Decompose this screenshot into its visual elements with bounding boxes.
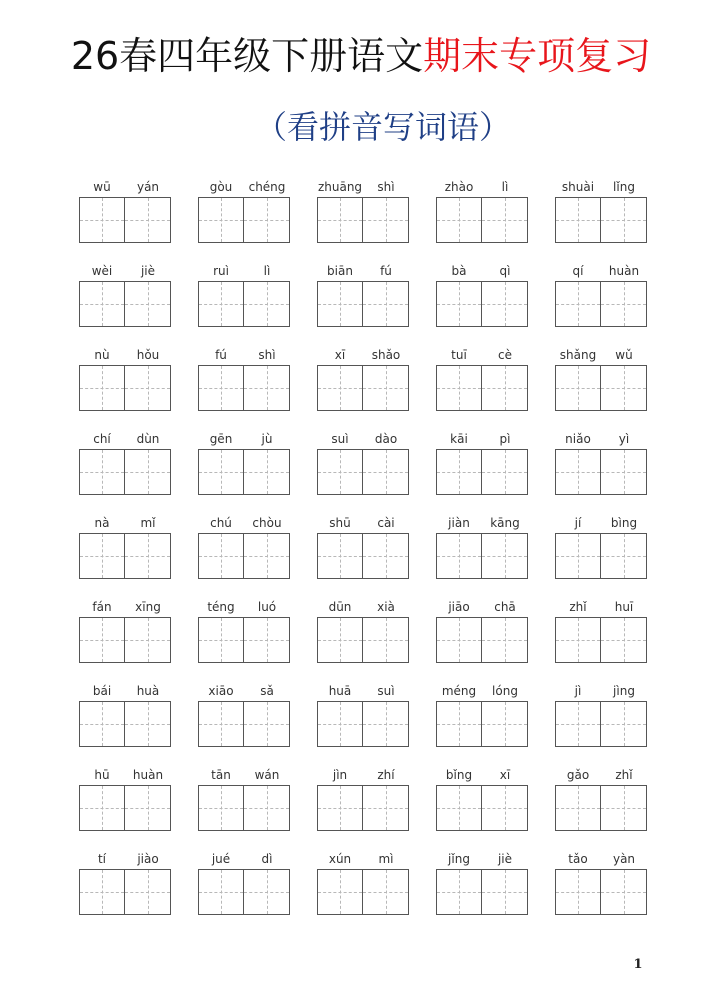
tianzige-cell[interactable]: [79, 197, 125, 243]
tianzige-cell[interactable]: [125, 869, 171, 915]
tianzige-cell[interactable]: [244, 281, 290, 327]
tianzige-cell[interactable]: [317, 785, 363, 831]
tianzige-cell[interactable]: [436, 533, 482, 579]
pinyin-label: luó: [257, 600, 277, 614]
tianzige-cell[interactable]: [79, 617, 125, 663]
word-item: [555, 515, 647, 581]
tianzige-cell[interactable]: [363, 617, 409, 663]
pinyin-label: huàn: [132, 768, 164, 782]
writing-boxes: [436, 701, 528, 747]
tianzige-cell[interactable]: [436, 785, 482, 831]
tianzige-cell[interactable]: [555, 785, 601, 831]
word-item: [555, 263, 647, 329]
word-item: [436, 347, 528, 413]
tianzige-cell[interactable]: [436, 617, 482, 663]
word-item: [79, 683, 171, 749]
pinyin-label: kāi: [450, 432, 468, 446]
pinyin-label: lì: [501, 180, 509, 194]
tianzige-cell[interactable]: [436, 365, 482, 411]
word-item: [436, 683, 528, 749]
word-item: [436, 179, 528, 245]
pinyin-label: gǎo: [566, 768, 590, 782]
tianzige-cell[interactable]: [244, 365, 290, 411]
tianzige-cell[interactable]: [601, 365, 647, 411]
writing-boxes: [79, 365, 171, 411]
writing-boxes: [436, 617, 528, 663]
pinyin-label: téng: [207, 600, 235, 614]
pinyin-label: bái: [92, 684, 112, 698]
pinyin-label: chí: [93, 432, 111, 446]
pinyin-label: bà: [451, 264, 467, 278]
writing-boxes: [555, 785, 647, 831]
pinyin-label: jué: [211, 852, 231, 866]
tianzige-cell[interactable]: [436, 197, 482, 243]
pinyin-label: kāng: [490, 516, 520, 530]
pinyin-label: lì: [263, 264, 271, 278]
pinyin-label: xīng: [135, 600, 161, 614]
tianzige-cell[interactable]: [244, 869, 290, 915]
writing-boxes: [317, 785, 409, 831]
tianzige-cell[interactable]: [198, 365, 244, 411]
tianzige-cell[interactable]: [601, 701, 647, 747]
tianzige-cell[interactable]: [79, 869, 125, 915]
writing-boxes: [436, 281, 528, 327]
writing-boxes: [79, 197, 171, 243]
writing-boxes: [198, 365, 290, 411]
word-item: [79, 263, 171, 329]
tianzige-cell[interactable]: [482, 617, 528, 663]
tianzige-cell[interactable]: [601, 869, 647, 915]
tianzige-cell[interactable]: [125, 533, 171, 579]
tianzige-cell[interactable]: [436, 869, 482, 915]
tianzige-cell[interactable]: [125, 449, 171, 495]
pinyin-label: suì: [377, 684, 395, 698]
tianzige-cell[interactable]: [482, 785, 528, 831]
tianzige-cell[interactable]: [555, 365, 601, 411]
pinyin-label: biān: [327, 264, 353, 278]
word-item: [198, 515, 290, 581]
writing-boxes: [198, 197, 290, 243]
title-main: 26春四年级下册语文: [70, 34, 424, 78]
pinyin-label: zhǐ: [615, 768, 633, 782]
tianzige-cell[interactable]: [436, 701, 482, 747]
tianzige-cell[interactable]: [363, 533, 409, 579]
writing-boxes: [317, 869, 409, 915]
pinyin-label: niǎo: [565, 432, 591, 446]
tianzige-cell[interactable]: [198, 197, 244, 243]
pinyin-label: jiè: [497, 852, 513, 866]
tianzige-cell[interactable]: [125, 281, 171, 327]
tianzige-cell[interactable]: [601, 785, 647, 831]
writing-boxes: [317, 281, 409, 327]
pinyin-label: qí: [572, 264, 584, 278]
tianzige-cell[interactable]: [555, 533, 601, 579]
tianzige-cell[interactable]: [244, 617, 290, 663]
writing-boxes: [317, 533, 409, 579]
writing-boxes: [79, 785, 171, 831]
word-item: [436, 851, 528, 917]
pinyin-label: zhǐ: [569, 600, 587, 614]
writing-boxes: [317, 449, 409, 495]
pinyin-label: chú: [210, 516, 232, 530]
writing-boxes: [555, 365, 647, 411]
tianzige-cell[interactable]: [317, 197, 363, 243]
word-item: [79, 431, 171, 497]
writing-boxes: [79, 533, 171, 579]
word-item: [317, 683, 409, 749]
tianzige-cell[interactable]: [363, 869, 409, 915]
pinyin-label: wū: [93, 180, 111, 194]
word-item: [436, 767, 528, 833]
writing-boxes: [555, 617, 647, 663]
pinyin-label: zhào: [444, 180, 474, 194]
writing-boxes: [436, 197, 528, 243]
pinyin-label: jí: [574, 516, 582, 530]
tianzige-cell[interactable]: [198, 701, 244, 747]
word-item: [198, 431, 290, 497]
pinyin-label: xī: [334, 348, 346, 362]
writing-boxes: [198, 701, 290, 747]
tianzige-cell[interactable]: [555, 701, 601, 747]
pinyin-label: lǐng: [613, 180, 635, 194]
pinyin-label: yì: [618, 432, 630, 446]
word-item: [198, 851, 290, 917]
pinyin-label: xià: [377, 600, 395, 614]
pinyin-label: dùn: [136, 432, 160, 446]
tianzige-cell[interactable]: [601, 281, 647, 327]
pinyin-label: méng: [441, 684, 477, 698]
pinyin-label: yán: [136, 180, 160, 194]
writing-boxes: [198, 449, 290, 495]
word-item: [317, 851, 409, 917]
pinyin-label: chā: [494, 600, 516, 614]
pinyin-label: wán: [254, 768, 280, 782]
pinyin-label: yàn: [612, 852, 636, 866]
tianzige-cell[interactable]: [125, 701, 171, 747]
pinyin-label: huī: [614, 600, 634, 614]
pinyin-label: shǎo: [371, 348, 401, 362]
tianzige-cell[interactable]: [555, 449, 601, 495]
pinyin-label: huà: [136, 684, 160, 698]
pinyin-label: zhí: [377, 768, 395, 782]
pinyin-label: pì: [499, 432, 511, 446]
pinyin-label: shǎng: [559, 348, 597, 362]
pinyin-label: nù: [94, 348, 110, 362]
pinyin-label: jiāo: [448, 600, 470, 614]
word-item: [555, 851, 647, 917]
pinyin-label: jìn: [332, 768, 348, 782]
tianzige-cell[interactable]: [244, 701, 290, 747]
pinyin-label: bìng: [610, 516, 638, 530]
word-item: [436, 263, 528, 329]
pinyin-label: jiàn: [448, 516, 470, 530]
tianzige-cell[interactable]: [125, 365, 171, 411]
pinyin-label: hǒu: [136, 348, 160, 362]
pinyin-label: nà: [94, 516, 110, 530]
pinyin-label: gēn: [209, 432, 233, 446]
word-item: [555, 179, 647, 245]
tianzige-cell[interactable]: [482, 365, 528, 411]
word-item: [436, 431, 528, 497]
writing-boxes: [198, 869, 290, 915]
pinyin-label: dūn: [328, 600, 352, 614]
writing-boxes: [436, 533, 528, 579]
tianzige-cell[interactable]: [244, 449, 290, 495]
word-item: [198, 263, 290, 329]
tianzige-cell[interactable]: [79, 365, 125, 411]
tianzige-cell[interactable]: [555, 869, 601, 915]
writing-boxes: [555, 869, 647, 915]
pinyin-label: mì: [378, 852, 394, 866]
tianzige-cell[interactable]: [601, 449, 647, 495]
tianzige-cell[interactable]: [317, 701, 363, 747]
tianzige-cell[interactable]: [317, 617, 363, 663]
pinyin-label: cài: [377, 516, 395, 530]
word-item: [79, 767, 171, 833]
tianzige-cell[interactable]: [363, 449, 409, 495]
writing-boxes: [436, 785, 528, 831]
word-item: [317, 347, 409, 413]
writing-boxes: [198, 533, 290, 579]
tianzige-cell[interactable]: [363, 197, 409, 243]
tianzige-cell[interactable]: [244, 197, 290, 243]
tianzige-cell[interactable]: [125, 617, 171, 663]
word-item: [436, 599, 528, 665]
writing-boxes: [79, 617, 171, 663]
pinyin-label: tí: [97, 852, 107, 866]
tianzige-cell[interactable]: [482, 869, 528, 915]
word-item: [555, 347, 647, 413]
pinyin-label: hū: [94, 768, 110, 782]
pinyin-label: fú: [380, 264, 392, 278]
tianzige-cell[interactable]: [601, 197, 647, 243]
word-item: [436, 515, 528, 581]
writing-boxes: [79, 281, 171, 327]
pinyin-label: jiè: [140, 264, 156, 278]
pinyin-label: fú: [215, 348, 227, 362]
word-item: [317, 599, 409, 665]
pinyin-label: jiào: [137, 852, 159, 866]
tianzige-cell[interactable]: [482, 533, 528, 579]
tianzige-cell[interactable]: [317, 365, 363, 411]
word-item: [555, 599, 647, 665]
writing-boxes: [555, 197, 647, 243]
writing-boxes: [436, 365, 528, 411]
tianzige-cell[interactable]: [244, 785, 290, 831]
writing-boxes: [555, 533, 647, 579]
tianzige-cell[interactable]: [601, 533, 647, 579]
pinyin-label: jìng: [613, 684, 635, 698]
page-subtitle: （看拼音写词语）: [254, 108, 511, 146]
pinyin-label: shì: [258, 348, 276, 362]
writing-boxes: [79, 869, 171, 915]
pinyin-label: jì: [574, 684, 582, 698]
writing-boxes: [317, 197, 409, 243]
tianzige-cell[interactable]: [363, 785, 409, 831]
word-item: [317, 515, 409, 581]
word-item: [555, 431, 647, 497]
tianzige-cell[interactable]: [482, 701, 528, 747]
word-item: [317, 431, 409, 497]
tianzige-cell[interactable]: [317, 869, 363, 915]
pinyin-label: xī: [499, 768, 511, 782]
pinyin-label: lóng: [492, 684, 518, 698]
tianzige-cell[interactable]: [79, 281, 125, 327]
tianzige-cell[interactable]: [363, 281, 409, 327]
pinyin-label: jù: [261, 432, 273, 446]
pinyin-label: tān: [211, 768, 231, 782]
word-item: [198, 599, 290, 665]
tianzige-cell[interactable]: [317, 281, 363, 327]
writing-boxes: [317, 617, 409, 663]
pinyin-label: dào: [374, 432, 398, 446]
writing-boxes: [555, 701, 647, 747]
tianzige-cell[interactable]: [198, 533, 244, 579]
writing-boxes: [317, 701, 409, 747]
tianzige-cell[interactable]: [317, 533, 363, 579]
pinyin-label: xiāo: [208, 684, 234, 698]
writing-boxes: [555, 449, 647, 495]
tianzige-cell[interactable]: [436, 449, 482, 495]
word-item: [79, 179, 171, 245]
writing-boxes: [198, 281, 290, 327]
writing-boxes: [436, 449, 528, 495]
pinyin-label: fán: [92, 600, 112, 614]
pinyin-label: huā: [328, 684, 352, 698]
tianzige-cell[interactable]: [317, 449, 363, 495]
pinyin-label: zhuāng: [317, 180, 363, 194]
tianzige-cell[interactable]: [555, 281, 601, 327]
word-item: [198, 767, 290, 833]
word-item: [317, 179, 409, 245]
word-item: [198, 347, 290, 413]
tianzige-cell[interactable]: [555, 617, 601, 663]
tianzige-cell[interactable]: [601, 617, 647, 663]
tianzige-cell[interactable]: [198, 281, 244, 327]
tianzige-cell[interactable]: [198, 617, 244, 663]
pinyin-label: shì: [377, 180, 395, 194]
tianzige-cell[interactable]: [79, 785, 125, 831]
pinyin-label: xún: [328, 852, 352, 866]
page-number: 1: [633, 957, 643, 972]
word-item: [198, 179, 290, 245]
pinyin-label: mǐ: [140, 516, 156, 530]
tianzige-cell[interactable]: [244, 533, 290, 579]
pinyin-label: cè: [498, 348, 512, 362]
pinyin-label: qì: [499, 264, 511, 278]
tianzige-cell[interactable]: [363, 365, 409, 411]
tianzige-cell[interactable]: [363, 701, 409, 747]
word-item: [317, 263, 409, 329]
pinyin-label: wèi: [91, 264, 113, 278]
pinyin-label: ruì: [213, 264, 229, 278]
pinyin-label: huàn: [608, 264, 640, 278]
tianzige-cell[interactable]: [79, 449, 125, 495]
writing-boxes: [79, 449, 171, 495]
pinyin-label: dì: [261, 852, 273, 866]
tianzige-cell[interactable]: [482, 197, 528, 243]
tianzige-cell[interactable]: [125, 785, 171, 831]
writing-boxes: [317, 365, 409, 411]
word-item: [79, 515, 171, 581]
pinyin-label: shū: [329, 516, 351, 530]
tianzige-cell[interactable]: [79, 533, 125, 579]
pinyin-label: bǐng: [445, 768, 473, 782]
pinyin-label: tuī: [451, 348, 467, 362]
word-item: [555, 767, 647, 833]
writing-boxes: [79, 701, 171, 747]
word-item: [555, 683, 647, 749]
writing-boxes: [198, 785, 290, 831]
writing-boxes: [436, 869, 528, 915]
tianzige-cell[interactable]: [436, 281, 482, 327]
tianzige-cell[interactable]: [198, 785, 244, 831]
title-highlight: 期末专项复习: [423, 34, 652, 78]
tianzige-cell[interactable]: [79, 701, 125, 747]
word-item: [79, 851, 171, 917]
tianzige-cell[interactable]: [125, 197, 171, 243]
tianzige-cell[interactable]: [555, 197, 601, 243]
pinyin-label: chòu: [252, 516, 282, 530]
tianzige-cell[interactable]: [482, 281, 528, 327]
word-item: [79, 347, 171, 413]
word-item: [79, 599, 171, 665]
pinyin-label: gòu: [209, 180, 233, 194]
pinyin-label: wǔ: [615, 348, 633, 362]
tianzige-cell[interactable]: [198, 449, 244, 495]
tianzige-cell[interactable]: [198, 869, 244, 915]
pinyin-label: suì: [331, 432, 349, 446]
pinyin-label: tǎo: [568, 852, 588, 866]
word-item: [198, 683, 290, 749]
pinyin-label: chéng: [248, 180, 286, 194]
tianzige-cell[interactable]: [482, 449, 528, 495]
pinyin-label: sǎ: [260, 684, 274, 698]
writing-boxes: [198, 617, 290, 663]
pinyin-label: jǐng: [448, 852, 470, 866]
pinyin-label: shuài: [561, 180, 595, 194]
writing-boxes: [555, 281, 647, 327]
word-item: [317, 767, 409, 833]
